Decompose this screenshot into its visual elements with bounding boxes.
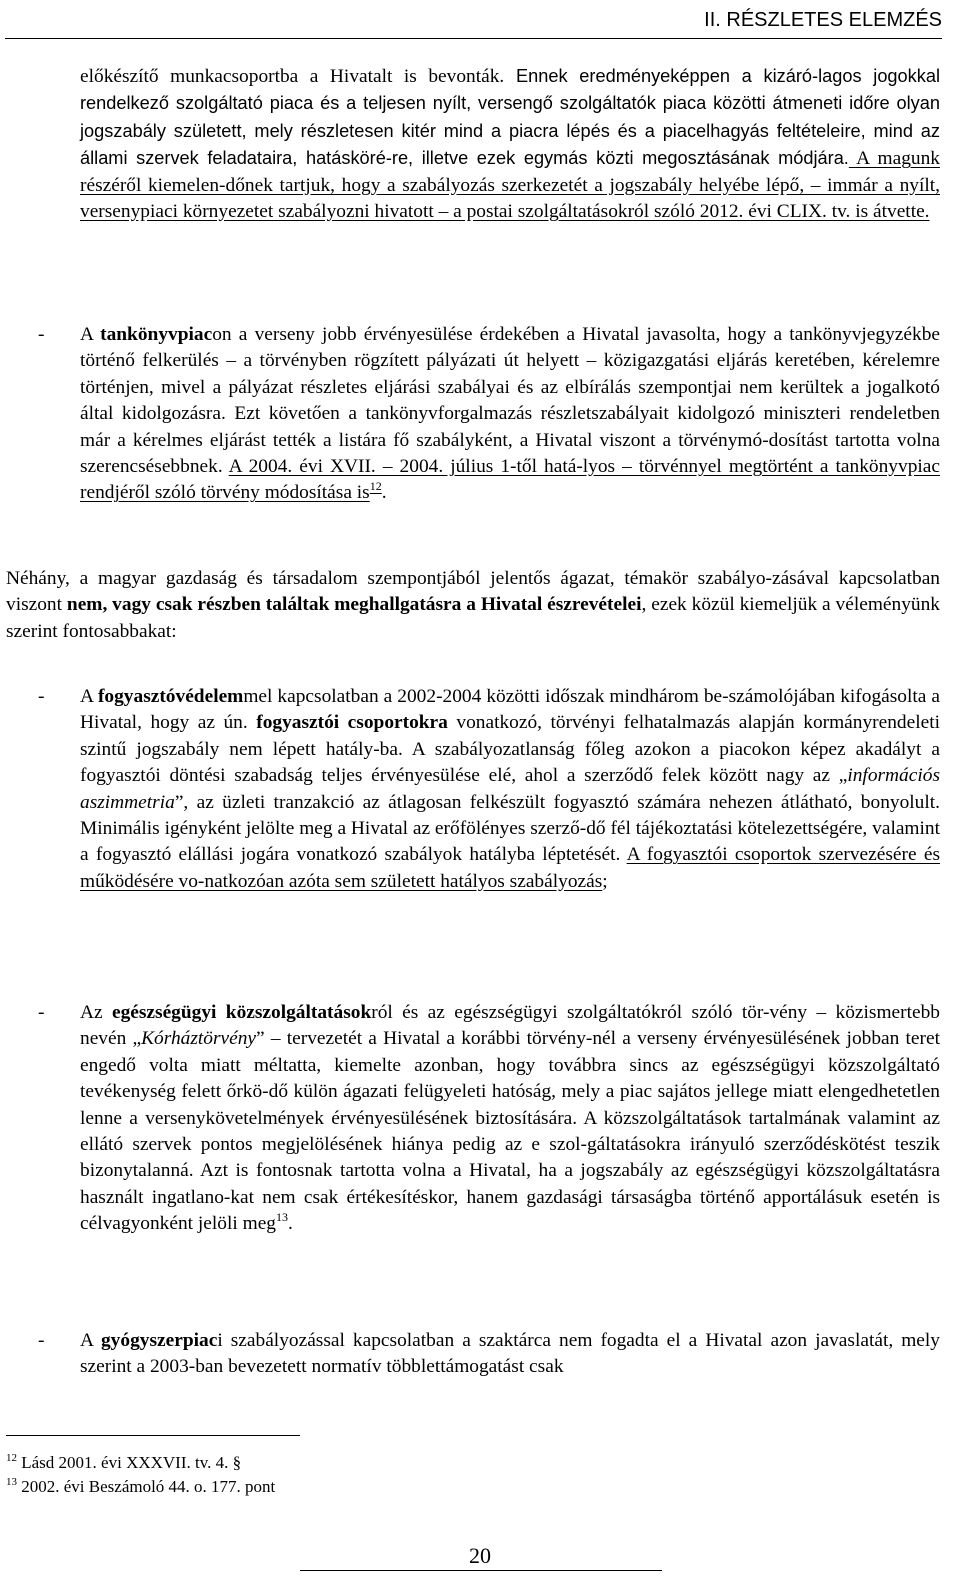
text-run: vonatkozó, törvényi felhatalmazás alapján kormányrendeleti szintű jogszabály nem lépett hatály-ba. A szabályozatlanság főleg azokon a piacokon képez akadályt a fogyasztói döntési szabadság teljes érvényesülése elé, ahol a szerződő felek között nagy az „ bbox=[80, 712, 941, 787]
text-run: . bbox=[288, 1213, 293, 1235]
running-header: II. RÉSZLETES ELEMZÉS bbox=[704, 9, 942, 31]
keyword-gyogyszerpiac: gyógyszerpiac bbox=[100, 1330, 218, 1351]
intro-sentence-3: A magunk részéről kiemelen-dőnek tartjuk, hogy a szabályozás szerkezetét a jogszabály helyébe lépő, – immár a nyílt, versenypiaci környezetet szabályozni hivatott – a postai szolgáltatásokról szóló 2012. évi CLIX. tv. is átvette. bbox=[80, 148, 940, 223]
text-run: i szabályozással kapcsolatban a szaktárca nem fogadta el a Hivatal azon javaslatát, mely szerint a 2003-ban bevezetett normatív többlettámogatást csak bbox=[80, 1330, 940, 1378]
text-run: Néhány, a magyar gazdaság és társadalom szempontjából jelentős ágazat, témakör szabályo-zásával kapcsolatban viszont bbox=[6, 568, 940, 616]
paragraph-intro bbox=[80, 63, 940, 225]
text-run: Az bbox=[80, 1002, 112, 1023]
bullet-tankonyvpiac bbox=[80, 322, 940, 507]
italic-term: Kórháztörvény bbox=[141, 1028, 257, 1050]
bullet-dash: - bbox=[38, 686, 45, 707]
bullet-dash: - bbox=[38, 1330, 45, 1351]
keyword-tankonyvpiac: tankönyvpiac bbox=[100, 324, 213, 345]
footnote-number: 12 bbox=[6, 1452, 17, 1464]
footnote-text: Lásd 2001. évi XXXVII. tv. 4. § bbox=[21, 1453, 242, 1472]
page-number: 20 bbox=[469, 1543, 491, 1568]
footnote-12 bbox=[6, 1452, 241, 1474]
footer-rule bbox=[300, 1570, 662, 1571]
intro-sentence-1: előkészítő munkacsoportba a Hivatalt is bevonták. bbox=[80, 66, 505, 87]
text-run: A bbox=[80, 324, 101, 345]
text-run: ; bbox=[602, 870, 608, 892]
footnote-ref-12[interactable]: 12 bbox=[369, 479, 382, 494]
keyword-egeszsegugyi-kozszolgaltatasok: egészségügyi közszolgáltatások bbox=[111, 1002, 372, 1023]
keyword-fogyasztoi-csoportok: fogyasztói csoportokra bbox=[256, 712, 448, 734]
keyword-fogyasztovedelem: fogyasztóvédelem bbox=[97, 686, 244, 707]
bullet-dash: - bbox=[38, 1002, 45, 1023]
bullet-egeszsegugy bbox=[80, 1000, 940, 1238]
emphasis-text: nem, vagy csak részben találtak meghallgatásra a Hivatal észrevételei bbox=[66, 594, 642, 616]
underlined-text: A 2004. évi XVII. – 2004. július 1-től hatá-lyos – törvénnyel megtörtént a tankönyvpiac rendjéről szóló törvény módosítása is bbox=[80, 456, 940, 504]
text-run: . bbox=[381, 482, 387, 504]
intro-sentence-2: Ennek eredményeképpen a kizáró-lagos jogokkal rendelkező szolgáltató piaca és a teljesen nyílt, versengő szolgáltatók piaca közötti átmeneti időre olyan jogszabály született, mely részletesen kitér mind a piacra lépés és a piacelhagyás feltételeire, mind az állami szervek feladataira, hatásköré-re, illetve ezek egymás közti megosztásának módjára. bbox=[80, 66, 941, 169]
italic-term: információs aszimmetria bbox=[80, 765, 940, 813]
footnote-separator bbox=[6, 1435, 300, 1436]
footnote-number: 13 bbox=[6, 1476, 17, 1488]
text-run: ról és az egészségügyi szolgáltatókról szóló tör-vény – közismertebb nevén „ bbox=[80, 1002, 940, 1050]
paragraph-main bbox=[6, 566, 940, 645]
footnote-text: 2002. évi Beszámoló 44. o. 177. pont bbox=[21, 1477, 276, 1496]
text-run: A bbox=[80, 1330, 101, 1351]
text-run: ”, az üzleti tranzakció az átlagosan felkészült fogyasztó számára nehezen átlátható, bonyolult. Minimális igényként jelölte meg a Hivatal az erőfölényes szerző-dő fél tájékoztatási kötelezettségére, valamint a fogyasztó elállási jogára vonatkozó szabályok hatályba léptetését. bbox=[80, 791, 940, 866]
text-run: ” – tervezetét a Hivatal a korábbi törvény-nél a verseny érvényesülésének jobban teret engedő volta miatt méltatta, kiemelte azonban, hogy továbbra sincs az egészségügyi közszolgáltató tevékenység felett őrkö-dő külön ágazati felügyeleti hatóság, mely a piac sajátos jellege miatt elengedhetetlen lenne a versenykövetelmények érvényesülésének biztosítására. A közszolgáltatások tartalmának valamint az ellátó szervek pontos megjelölésének hiánya pedig az e szol-gáltatásokra irányuló szerződéskötést teszik bizonytalanná. Azt is fontosnak tartotta volna a Hivatal, ha a jogszabály az egészségügyi közszolgáltatásra használt ingatlano-kat nem csak értékesítéskor, hanem gazdasági társaságba történő apportálásuk esetén is célvagyonként jelöli meg bbox=[80, 1028, 940, 1235]
bullet-gyogyszerpiac bbox=[80, 1328, 940, 1381]
text-run: , ezek közül kiemeljük a véleményünk szerint fontosabbakat: bbox=[6, 594, 940, 642]
header-rule bbox=[5, 38, 942, 39]
text-run: mel kapcsolatban a 2002-2004 közötti időszak mindhárom be-számolójában kifogásolta a Hivatal, hogy az ún. bbox=[80, 686, 940, 734]
underlined-text: A fogyasztói csoportok szervezésére és működésére vo-natkozóan azóta sem született hatályos szabályozás bbox=[80, 844, 940, 892]
text-run: on a verseny jobb érvényesülése érdekében a Hivatal javasolta, hogy a tankönyvjegyzékbe történő felkerülés – a törvényben rögzített pályázati út helyett – közigazgatási eljárás keretében, kérelemre történjen, mivel a pályázat részletes eljárási szabályai és az elbírálás szempontjai nem kerültek a jogalkotó által kidolgozásra. Ezt követően a tankönyvforgalmazás részletszabályait kidolgozó miniszteri rendeletben már a kérelmes eljárást tették a listára fő szabályként, a Hivatal viszont a törvénymó-dosítást tartotta volna szerencsésebbnek. bbox=[80, 324, 941, 478]
bullet-fogyasztovedelem bbox=[80, 684, 940, 895]
footnote-ref-13[interactable]: 13 bbox=[276, 1210, 288, 1225]
footnote-13 bbox=[6, 1476, 275, 1498]
bullet-dash: - bbox=[38, 324, 45, 345]
text-run: A bbox=[80, 686, 98, 707]
